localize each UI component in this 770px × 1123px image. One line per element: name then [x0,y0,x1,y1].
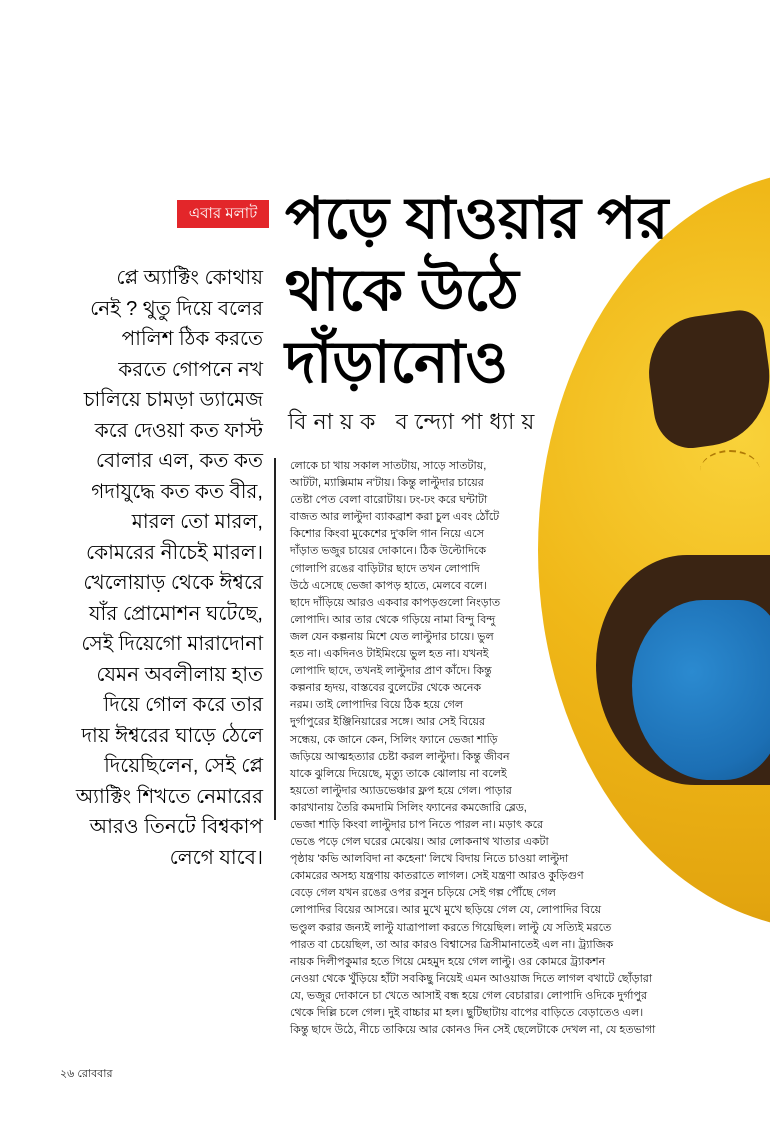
article-line: কারখানায় তৈরি কমদামি সিলিং ফ্যানের কমজোরি ব্লেড, [290,801,527,814]
article-line: হয়তো লাল্টুদার অ্যাডভেঞ্চার ফ্লপ হয়ে গেল। পাড়ার [290,784,512,797]
article-line: কিশোর কিংবা মুকেশের দু'কলি গান নিয়ে এসে [290,528,484,541]
article-line: লোপাদির বিয়ের আসরে। আর মুখে মুখে ছড়িয়ে গেল যে, লোপাদির বিয়ে [290,904,602,917]
article-line: নায়ক দিলীপকুমার হতে গিয়ে মেহমুদ হয়ে গেল লাল্টু। ওর কোমরে ট্র্যাকশন [290,955,606,968]
article-line: যে, ভজুর দোকানে চা খেতে আসাই বন্ধ হয়ে গেল বেচারার। লোপাদি ওদিকে দুর্গাপুর [290,989,648,1002]
section-tag: এবার মলাট [177,200,269,228]
article-line: হত না। একদিনও টাইমিংয়ে ভুল হত না। যখনই [290,648,489,661]
article-line: দুর্গাপুরের ইঞ্জিনিয়ারের সঙ্গে। আর সেই বিয়ের [290,716,486,729]
article-line: ছাদে দাঁড়িয়ে আরও একবার কাপড়গুলো নিংড়াত [290,596,501,609]
article-line: সন্ধেয়, কে জানে কেন, সিলিং ফ্যানে ভেজা শাড়ি [290,733,498,746]
article-line: উঠে এসেছে ভেজা কাপড় হাতে, মেলবে বলে। [290,579,487,592]
pull-quote-line: মারল তো মারল, [131,511,263,533]
pull-quote-line: দিয়েছিলেন, সেই প্লে [104,755,263,777]
byline: বিনায়ক বন্দ্যোপাধ্যায় [288,409,542,434]
article-line: নরম। তাই লোপাদির বিয়ে ঠিক হয়ে গেল [290,699,464,712]
headline-line: থাকে উঠে [285,258,519,323]
article-line: পৃষ্ঠায় 'কভি আলবিদা না কহেনা' লিখে বিদায় নিতে চাওয়া লাল্টুদা [290,853,569,866]
article-body [290,458,700,1039]
column-divider [274,458,276,820]
article-line: যাকে ঝুলিয়ে দিয়েছে, মৃত্যু তাকে ঝোলায় না বলেই [290,767,507,780]
headline [285,183,705,399]
pull-quote-line: করে দেওয়া কত ফাস্ট [94,419,263,442]
article-line: ভেঙে পড়ে গেল ঘরের মেঝেয়। আর লোকনাথ খাতার একটা [290,836,549,849]
pull-quote-line: কোমরের নীচেই মারল। [85,541,263,564]
pull-quote [60,263,263,873]
article-line: ভণ্ডুল করার জন্যই লাল্টু যাত্রাপালা করতে গিয়েছিল। লাল্টু যে সত্যিই মরতে [290,921,612,934]
pull-quote-line: দিয়ে গোল করে তার [103,694,263,716]
emoji-stitch [700,450,760,492]
article-line: থেকে দিল্লি চলে গেল। দুই বাচ্চার মা হল। ছুটিছাটায় বাপের বাড়িতে বেড়াতেও এল। [290,1007,644,1019]
pull-quote-line: বোলার এল, কত কত [95,450,263,472]
article-line: কোমরের অসহ্য যন্ত্রণায় কাতরাতে লাগল। সেই যন্ত্রণা আরও কুড়িগুণ [290,870,584,883]
pull-quote-line: নেই ? থুতু দিয়ে বলের [90,297,263,320]
article-line: কিন্তু ছাদে উঠে, নীচে তাকিয়ে আর কোনও দিন সেই ছেলেটাকে দেখল না, যে হতভাগা [290,1024,656,1037]
article-line: নেওয়া থেকে খুঁড়িয়ে হাঁটা সবকিছু নিয়েই এমন আওয়াজ দিতে লাগল বখাটে ছোঁড়ারা [290,972,653,985]
pull-quote-line: অ্যাক্টিং শিখতে নেমারের [75,785,263,808]
article-line: কল্পনার হৃদয়, বাস্তবের বুলেটের থেকে অনেক [290,682,482,695]
article-line: জল যেন কল্পনায় মিশে যেত লাল্টুদার চায়ে। ভুল [290,630,494,643]
article-line: বেড়ে গেল যখন রঙের ওপর রসুন চড়িয়ে সেই গল্প পৌঁছে গেল [290,887,556,900]
pull-quote-line: গদাযুদ্ধে কত কত বীর, [91,480,263,503]
page-folio: ২৬ রোববার [60,1068,113,1080]
article-line: আটটা, ম্যাক্সিমাম ন'টায়। কিন্তু লাল্টুদার চায়ের [290,477,484,490]
headline-line: পড়ে যাওয়ার পর [285,186,669,251]
pull-quote-line: খেলোয়াড় থেকে ঈশ্বরে [83,572,263,594]
article-line: লোপাদি। আর তার থেকে গড়িয়ে নামা বিন্দু বিন্দু [290,613,496,626]
article-line: বাজত আর লাল্টুদা ব্যাকব্রাশ করা চুল এবং ঠোঁটে [290,511,500,524]
pull-quote-line: পালিশ ঠিক করতে [121,328,263,350]
pull-quote-line: দায় ঈশ্বরের ঘাড়ে ঠেলে [81,724,263,747]
pull-quote-line: যাঁর প্রোমোশন ঘটেছে, [89,602,263,625]
pull-quote-line: আরও তিনটে বিশ্বকাপ [89,816,263,838]
pull-quote-line: প্লে অ্যাক্টিং কোথায় [116,267,263,289]
article-line: তেষ্টা পেত বেলা বারোটায়। ঢং-ঢং করে ঘন্টাটা [290,494,488,507]
pull-quote-line: সেই দিয়েগো মারাদোনা [81,633,263,655]
article-line: পারত বা চেয়েছিল, তা আর কারও বিশ্বাসের ত্রিসীমানাতেই এল না। ট্র্যাজিক [290,938,614,951]
pull-quote-line: লেগে যাবে। [169,846,263,869]
pull-quote-line: চালিয়ে চামড়া ড্যামেজ [83,389,263,411]
headline-line: দাঁড়ানোও [285,330,508,395]
article-line: লোপাদি ছাদে, তখনই লাল্টুদার প্রাণ কাঁদে। কিন্তু [290,665,492,678]
article-line: গোলাপি রঙের বাড়িটার ছাদে তখন লোপাদি [290,562,480,575]
pull-quote-line: যেমন অবলীলায় হাত [96,663,263,686]
article-line: ভেজা শাড়ি কিংবা লাল্টুদার চাপ নিতে পারল না। মড়াৎ করে [290,818,544,831]
article-line: লোকে চা খায় সকাল সাতটায়, সাড়ে সাতটায়, [290,460,487,472]
article-line: জড়িয়ে আত্মহত্যার চেষ্টা করল লাল্টুদা। কিন্তু জীবন [290,750,510,763]
article-line: দাঁড়াত ভজুর চায়ের দোকানে। ঠিক উল্টোদিকে [290,545,487,558]
pull-quote-line: করতে গোপনে নখ [118,358,263,381]
